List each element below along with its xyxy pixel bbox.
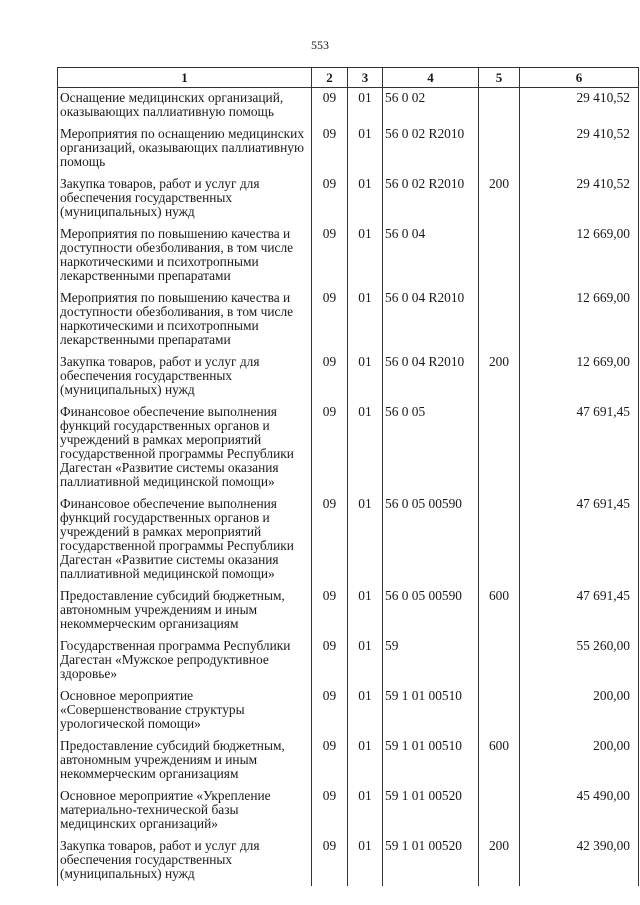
row-target-code-cell: 59 1 01 00510 — [383, 736, 479, 786]
row-name-cell: Основное мероприятие «Укрепление материально-технической базы медицинских организаций» — [58, 786, 312, 836]
row-section-cell: 09 — [312, 494, 348, 586]
row-expense-type-cell — [479, 88, 520, 125]
budget-table — [57, 67, 639, 886]
table-row — [58, 224, 639, 288]
row-subsection-cell: 01 — [348, 636, 383, 686]
row-target-code-cell: 56 0 02 — [383, 88, 479, 125]
row-name-cell: Основное мероприятие «Совершенствование структуры урологической помощи» — [58, 686, 312, 736]
row-target-code-cell: 56 0 05 — [383, 402, 479, 494]
row-expense-type-cell: 600 — [479, 736, 520, 786]
table-row — [58, 686, 639, 736]
row-target-code-cell: 59 1 01 00510 — [383, 686, 479, 736]
row-target-code-cell: 56 0 04 R2010 — [383, 352, 479, 402]
row-name-cell: Финансовое обеспечение выполнения функций государственных органов и учреждений в рамках мероприятий государственной программы Республики Дагестан «Развитие системы оказания паллиативной медицинской помощи» — [58, 494, 312, 586]
row-name-cell: Предоставление субсидий бюджетным, автономным учреждениям и иным некоммерческим организациям — [58, 736, 312, 786]
table-header — [58, 68, 639, 88]
row-amount-cell: 47 691,45 — [520, 402, 639, 494]
table-row — [58, 174, 639, 224]
row-expense-type-cell — [479, 402, 520, 494]
table-row — [58, 836, 639, 886]
header-col-4: 4 — [383, 68, 479, 88]
row-section-cell: 09 — [312, 88, 348, 125]
row-subsection-cell: 01 — [348, 786, 383, 836]
row-amount-cell: 47 691,45 — [520, 586, 639, 636]
header-col-3: 3 — [348, 68, 383, 88]
row-section-cell: 09 — [312, 586, 348, 636]
row-target-code-cell: 59 1 01 00520 — [383, 786, 479, 836]
row-expense-type-cell — [479, 636, 520, 686]
row-amount-cell: 12 669,00 — [520, 224, 639, 288]
row-target-code-cell: 56 0 05 00590 — [383, 494, 479, 586]
table-row — [58, 736, 639, 786]
row-name-cell: Финансовое обеспечение выполнения функций государственных органов и учреждений в рамках мероприятий государственной программы Республики Дагестан «Развитие системы оказания паллиативной медицинской помощи» — [58, 402, 312, 494]
row-subsection-cell: 01 — [348, 124, 383, 174]
header-row — [58, 68, 639, 88]
row-section-cell: 09 — [312, 736, 348, 786]
table-row — [58, 586, 639, 636]
row-amount-cell: 42 390,00 — [520, 836, 639, 886]
row-target-code-cell: 56 0 05 00590 — [383, 586, 479, 636]
row-section-cell: 09 — [312, 224, 348, 288]
header-col-2: 2 — [312, 68, 348, 88]
row-section-cell: 09 — [312, 124, 348, 174]
row-subsection-cell: 01 — [348, 402, 383, 494]
row-name-cell: Мероприятия по повышению качества и доступности обезболивания, в том числе наркотическими и психотропными лекарственными препаратами — [58, 288, 312, 352]
table-body — [58, 88, 639, 887]
table-row — [58, 402, 639, 494]
row-amount-cell: 55 260,00 — [520, 636, 639, 686]
table-row — [58, 88, 639, 125]
row-amount-cell: 29 410,52 — [520, 174, 639, 224]
row-subsection-cell: 01 — [348, 586, 383, 636]
row-amount-cell: 12 669,00 — [520, 352, 639, 402]
row-expense-type-cell: 200 — [479, 174, 520, 224]
row-target-code-cell: 56 0 04 — [383, 224, 479, 288]
row-expense-type-cell: 600 — [479, 586, 520, 636]
table-row — [58, 288, 639, 352]
row-target-code-cell: 59 — [383, 636, 479, 686]
row-subsection-cell: 01 — [348, 686, 383, 736]
row-expense-type-cell — [479, 786, 520, 836]
row-expense-type-cell: 200 — [479, 836, 520, 886]
row-section-cell: 09 — [312, 836, 348, 886]
row-target-code-cell: 59 1 01 00520 — [383, 836, 479, 886]
table-row — [58, 124, 639, 174]
header-col-1: 1 — [58, 68, 312, 88]
row-name-cell: Закупка товаров, работ и услуг для обеспечения государственных (муниципальных) нужд — [58, 174, 312, 224]
page-number: 553 — [311, 38, 329, 52]
row-expense-type-cell — [479, 686, 520, 736]
row-amount-cell: 47 691,45 — [520, 494, 639, 586]
row-section-cell: 09 — [312, 288, 348, 352]
row-section-cell: 09 — [312, 352, 348, 402]
row-expense-type-cell — [479, 288, 520, 352]
row-subsection-cell: 01 — [348, 736, 383, 786]
row-section-cell: 09 — [312, 686, 348, 736]
row-expense-type-cell — [479, 224, 520, 288]
row-subsection-cell: 01 — [348, 288, 383, 352]
row-subsection-cell: 01 — [348, 494, 383, 586]
row-section-cell: 09 — [312, 636, 348, 686]
row-subsection-cell: 01 — [348, 836, 383, 886]
row-section-cell: 09 — [312, 402, 348, 494]
row-expense-type-cell: 200 — [479, 352, 520, 402]
row-amount-cell: 12 669,00 — [520, 288, 639, 352]
row-amount-cell: 200,00 — [520, 736, 639, 786]
table-row — [58, 636, 639, 686]
table-row — [58, 786, 639, 836]
row-name-cell: Государственная программа Республики Дагестан «Мужское репродуктивное здоровье» — [58, 636, 312, 686]
row-subsection-cell: 01 — [348, 88, 383, 125]
row-target-code-cell: 56 0 02 R2010 — [383, 124, 479, 174]
row-name-cell: Закупка товаров, работ и услуг для обеспечения государственных (муниципальных) нужд — [58, 352, 312, 402]
row-subsection-cell: 01 — [348, 224, 383, 288]
row-expense-type-cell — [479, 494, 520, 586]
header-col-6: 6 — [520, 68, 639, 88]
row-name-cell: Закупка товаров, работ и услуг для обеспечения государственных (муниципальных) нужд — [58, 836, 312, 886]
row-subsection-cell: 01 — [348, 174, 383, 224]
table-row — [58, 352, 639, 402]
row-amount-cell: 200,00 — [520, 686, 639, 736]
row-target-code-cell: 56 0 02 R2010 — [383, 174, 479, 224]
row-section-cell: 09 — [312, 786, 348, 836]
row-name-cell: Мероприятия по повышению качества и доступности обезболивания, в том числе наркотическими и психотропными лекарственными препаратами — [58, 224, 312, 288]
header-col-5: 5 — [479, 68, 520, 88]
row-expense-type-cell — [479, 124, 520, 174]
row-name-cell: Мероприятия по оснащению медицинских организаций, оказывающих паллиативную помощь — [58, 124, 312, 174]
row-section-cell: 09 — [312, 174, 348, 224]
table-row — [58, 494, 639, 586]
row-amount-cell: 45 490,00 — [520, 786, 639, 836]
row-name-cell: Предоставление субсидий бюджетным, автономным учреждениям и иным некоммерческим организациям — [58, 586, 312, 636]
row-amount-cell: 29 410,52 — [520, 124, 639, 174]
row-target-code-cell: 56 0 04 R2010 — [383, 288, 479, 352]
row-name-cell: Оснащение медицинских организаций, оказывающих паллиативную помощь — [58, 88, 312, 125]
row-subsection-cell: 01 — [348, 352, 383, 402]
row-amount-cell: 29 410,52 — [520, 88, 639, 125]
